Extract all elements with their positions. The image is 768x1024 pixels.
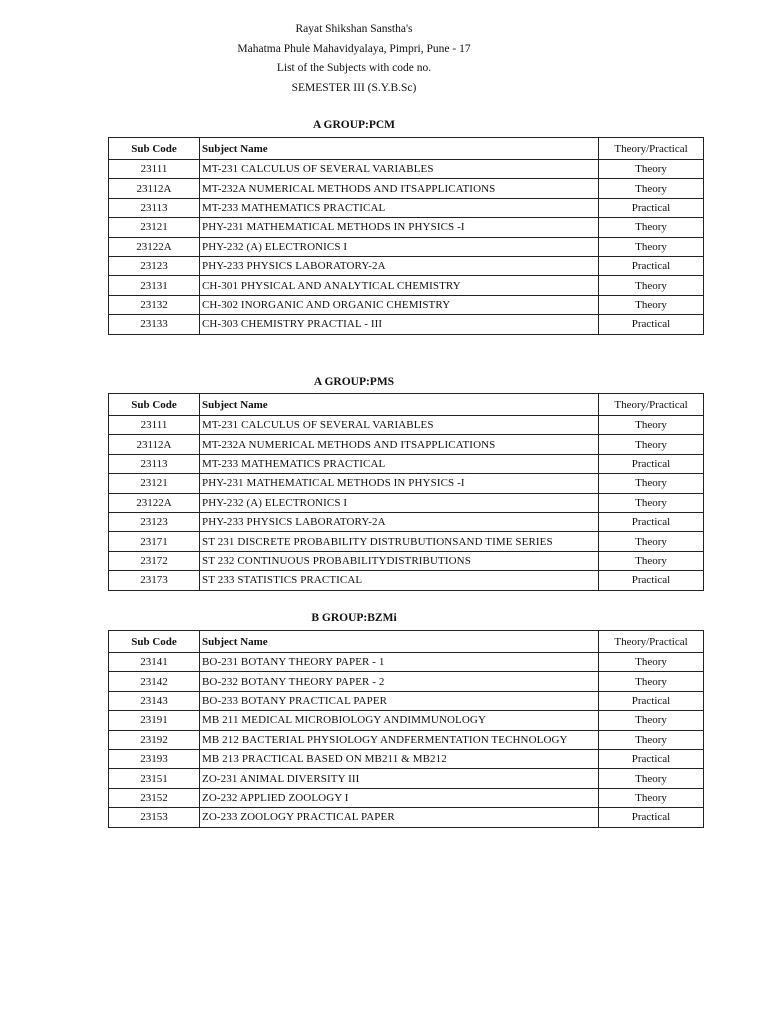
table-row xyxy=(109,256,704,275)
subject-name: MT-232A NUMERICAL METHODS AND ITSAPPLICATIONS xyxy=(200,435,599,454)
subject-type: Practical xyxy=(599,198,704,217)
subject-name: MB 213 PRACTICAL BASED ON MB211 & MB212 xyxy=(200,749,599,768)
group-title-pms: A GROUP:PMS xyxy=(313,376,395,388)
subject-type: Theory xyxy=(599,237,704,256)
table-row xyxy=(109,653,704,672)
subject-type: Practical xyxy=(599,315,704,334)
table-row xyxy=(109,691,704,710)
table-row xyxy=(109,276,704,295)
subject-code: 23112A xyxy=(109,179,200,198)
subject-code: 23193 xyxy=(109,749,200,768)
column-header-type: Theory/Practical xyxy=(599,394,704,416)
subject-type: Theory xyxy=(599,532,704,551)
subject-code: 23142 xyxy=(109,672,200,691)
subject-type: Theory xyxy=(599,160,704,179)
table-row xyxy=(109,315,704,334)
subject-code: 23173 xyxy=(109,571,200,590)
table-row xyxy=(109,295,704,314)
subject-type: Theory xyxy=(599,416,704,435)
subject-name: BO-233 BOTANY PRACTICAL PAPER xyxy=(200,691,599,710)
subject-type: Theory xyxy=(599,435,704,454)
institution-name: Rayat Shikshan Sanstha's xyxy=(295,23,413,35)
table-row xyxy=(109,493,704,512)
subject-code: 23111 xyxy=(109,160,200,179)
subject-code: 23122A xyxy=(109,237,200,256)
subject-type: Theory xyxy=(599,551,704,570)
subject-type: Theory xyxy=(599,474,704,493)
subject-code: 23191 xyxy=(109,711,200,730)
subject-type: Practical xyxy=(599,256,704,275)
subject-name: CH-302 INORGANIC AND ORGANIC CHEMISTRY xyxy=(200,295,599,314)
document-header xyxy=(0,20,708,98)
table-row xyxy=(109,672,704,691)
subject-name: MT-232A NUMERICAL METHODS AND ITSAPPLICATIONS xyxy=(200,179,599,198)
subject-type: Theory xyxy=(599,218,704,237)
table-row xyxy=(109,160,704,179)
subject-type: Theory xyxy=(599,653,704,672)
column-header-name: Subject Name xyxy=(200,394,599,416)
subject-name: ZO-233 ZOOLOGY PRACTICAL PAPER xyxy=(200,808,599,827)
subject-code: 23123 xyxy=(109,512,200,531)
subject-name: CH-301 PHYSICAL AND ANALYTICAL CHEMISTRY xyxy=(200,276,599,295)
subject-name: PHY-232 (A) ELECTRONICS I xyxy=(200,237,599,256)
subjects-table-pms xyxy=(108,393,704,591)
subject-type: Practical xyxy=(599,691,704,710)
subject-code: 23123 xyxy=(109,256,200,275)
subject-name: ST 231 DISCRETE PROBABILITY DISTRUBUTIONSAND TIME SERIES xyxy=(200,532,599,551)
table-row xyxy=(109,571,704,590)
column-header-name: Subject Name xyxy=(200,631,599,653)
subject-name: PHY-231 MATHEMATICAL METHODS IN PHYSICS -I xyxy=(200,218,599,237)
subject-name: BO-232 BOTANY THEORY PAPER - 2 xyxy=(200,672,599,691)
subject-name: PHY-231 MATHEMATICAL METHODS IN PHYSICS -I xyxy=(200,474,599,493)
subject-code: 23131 xyxy=(109,276,200,295)
table-header-row xyxy=(109,394,704,416)
subject-name: MB 211 MEDICAL MICROBIOLOGY ANDIMMUNOLOGY xyxy=(200,711,599,730)
subject-name: MT-233 MATHEMATICS PRACTICAL xyxy=(200,454,599,473)
subject-code: 23141 xyxy=(109,653,200,672)
subject-code: 23112A xyxy=(109,435,200,454)
subject-type: Theory xyxy=(599,788,704,807)
subject-name: MT-233 MATHEMATICS PRACTICAL xyxy=(200,198,599,217)
subject-name: BO-231 BOTANY THEORY PAPER - 1 xyxy=(200,653,599,672)
table-row xyxy=(109,808,704,827)
column-header-type: Theory/Practical xyxy=(599,631,704,653)
group-title-bzmi: B GROUP:BZMi xyxy=(311,612,397,624)
subject-type: Theory xyxy=(599,295,704,314)
subject-type: Practical xyxy=(599,749,704,768)
subjects-table-bzmi xyxy=(108,630,704,828)
column-header-name: Subject Name xyxy=(200,138,599,160)
subject-name: MT-231 CALCULUS OF SEVERAL VARIABLES xyxy=(200,160,599,179)
subject-code: 23111 xyxy=(109,416,200,435)
table-header-row xyxy=(109,631,704,653)
table-row xyxy=(109,198,704,217)
subject-type: Theory xyxy=(599,769,704,788)
group-title-pcm: A GROUP:PCM xyxy=(312,119,396,131)
subject-code: 23151 xyxy=(109,769,200,788)
subject-name: ZO-232 APPLIED ZOOLOGY I xyxy=(200,788,599,807)
table-row xyxy=(109,179,704,198)
subject-type: Practical xyxy=(599,454,704,473)
college-name: Mahatma Phule Mahavidyalaya, Pimpri, Pune - 17 xyxy=(237,42,471,55)
table-row xyxy=(109,237,704,256)
subject-code: 23153 xyxy=(109,808,200,827)
subject-type: Theory xyxy=(599,711,704,730)
document-title: List of the Subjects with code no. xyxy=(276,62,432,74)
subject-code: 23133 xyxy=(109,315,200,334)
subject-name: MB 212 BACTERIAL PHYSIOLOGY ANDFERMENTATION TECHNOLOGY xyxy=(200,730,599,749)
subject-type: Theory xyxy=(599,672,704,691)
subject-type: Theory xyxy=(599,179,704,198)
subject-code: 23121 xyxy=(109,218,200,237)
table-row xyxy=(109,532,704,551)
table-row xyxy=(109,474,704,493)
table-row xyxy=(109,749,704,768)
subject-code: 23172 xyxy=(109,551,200,570)
subject-name: ZO-231 ANIMAL DIVERSITY III xyxy=(200,769,599,788)
semester-label: SEMESTER III (S.Y.B.Sc) xyxy=(291,81,417,94)
table-row xyxy=(109,769,704,788)
table-row xyxy=(109,218,704,237)
column-header-code: Sub Code xyxy=(109,394,200,416)
subject-code: 23152 xyxy=(109,788,200,807)
subject-code: 23121 xyxy=(109,474,200,493)
subject-code: 23143 xyxy=(109,691,200,710)
table-header-row xyxy=(109,138,704,160)
subject-name: PHY-232 (A) ELECTRONICS I xyxy=(200,493,599,512)
subject-type: Practical xyxy=(599,512,704,531)
subject-name: PHY-233 PHYSICS LABORATORY-2A xyxy=(200,256,599,275)
table-row xyxy=(109,788,704,807)
table-row xyxy=(109,711,704,730)
subject-code: 23192 xyxy=(109,730,200,749)
subject-name: MT-231 CALCULUS OF SEVERAL VARIABLES xyxy=(200,416,599,435)
subject-type: Practical xyxy=(599,808,704,827)
column-header-code: Sub Code xyxy=(109,138,200,160)
table-row xyxy=(109,512,704,531)
subject-type: Theory xyxy=(599,493,704,512)
subject-type: Theory xyxy=(599,730,704,749)
subject-name: PHY-233 PHYSICS LABORATORY-2A xyxy=(200,512,599,531)
subject-name: ST 232 CONTINUOUS PROBABILITYDISTRIBUTIONS xyxy=(200,551,599,570)
subject-code: 23113 xyxy=(109,198,200,217)
table-row xyxy=(109,435,704,454)
table-row xyxy=(109,551,704,570)
subject-code: 23132 xyxy=(109,295,200,314)
subject-name: CH-303 CHEMISTRY PRACTIAL - III xyxy=(200,315,599,334)
column-header-type: Theory/Practical xyxy=(599,138,704,160)
table-row xyxy=(109,454,704,473)
subject-code: 23171 xyxy=(109,532,200,551)
subject-code: 23122A xyxy=(109,493,200,512)
subject-type: Practical xyxy=(599,571,704,590)
subjects-table-pcm xyxy=(108,137,704,335)
subject-name: ST 233 STATISTICS PRACTICAL xyxy=(200,571,599,590)
table-row xyxy=(109,416,704,435)
table-row xyxy=(109,730,704,749)
column-header-code: Sub Code xyxy=(109,631,200,653)
subject-code: 23113 xyxy=(109,454,200,473)
subject-type: Theory xyxy=(599,276,704,295)
